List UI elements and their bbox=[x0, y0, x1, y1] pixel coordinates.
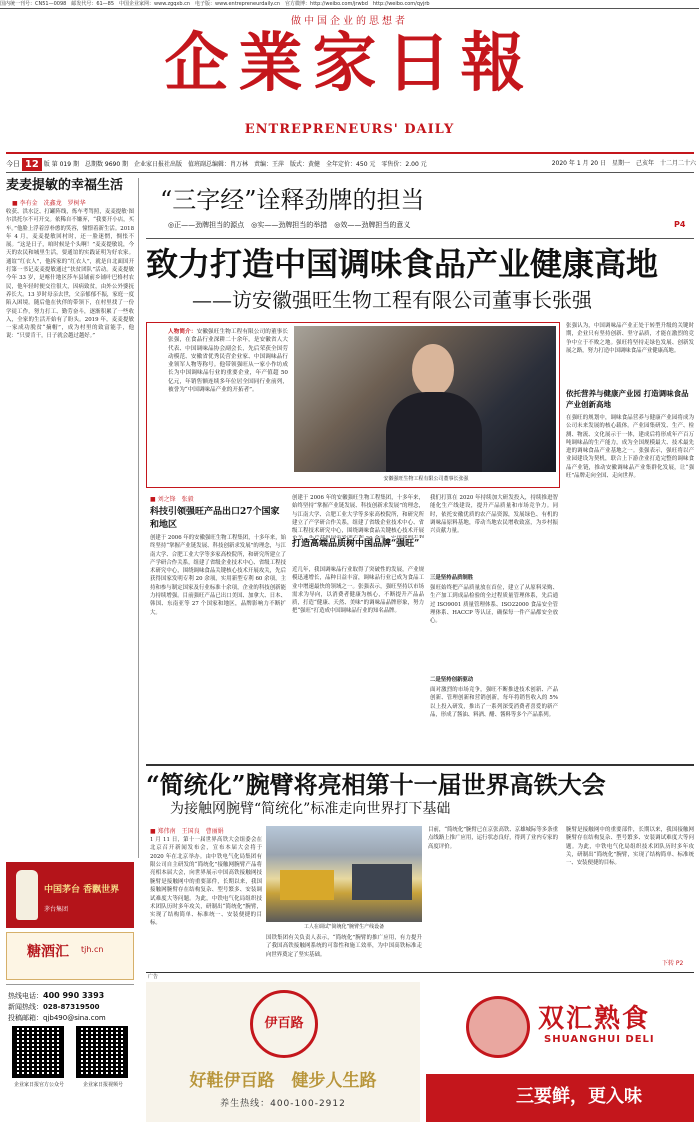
ad-divider bbox=[6, 984, 134, 985]
shuanghui-brand-en: SHUANGHUI DELI bbox=[544, 1034, 655, 1045]
tjh-ad[interactable] bbox=[6, 932, 134, 980]
yibailu-ad[interactable] bbox=[146, 982, 420, 1122]
section3-body: 强旺始终把产品质量放在首位，建立了从原料采购、生产加工到成品检验的全过程质量管理体系，先后通过 ISO9001 质量管理体系、ISO22000 食品安全管理体系、HACCP 等认证，确保每一件产品都安全放心。 bbox=[430, 585, 558, 625]
issue-date: 2020 年 1 月 20 日 星期一 己亥年 十二月二十六 bbox=[551, 160, 696, 167]
email-label: 投稿邮箱： bbox=[8, 1014, 43, 1022]
moutai-bottle-icon bbox=[16, 870, 38, 920]
left-byline: ■ 李有金 冼鑫龙 罗树华 bbox=[12, 200, 86, 207]
rail-body4: 目前，“简统化”腕臂已在京张高铁、京雄城际等多条重点线路上推广应用，运行状态良好，得到了业内专家的高度评价。 bbox=[428, 827, 558, 850]
hotline-phone[interactable]: 400 990 3393 bbox=[43, 991, 105, 1000]
masthead-title: 企業家日報 bbox=[164, 26, 535, 101]
col4-section-title: 依托营养与健康产业园 打造调味食品产业创新高地 bbox=[566, 389, 689, 409]
moutai-ad-text: 中国茅台 香飘世界 bbox=[44, 885, 120, 895]
left-body: 收获、洪水泛、打罐阵线，炼车考驾照，麦麦提敏·图尔洪托尔不可开交。依稀自不嫌弃，“我要开小店，买车。”他脸上浮着淳朴憨的笑容，憧憬着新生活。2018 年 4 月，麦麦提敏回村时，还一脸迷惘，惆怅不展。“这是日子，咱时候是个头啊！”麦麦提敏说，今天的农民和城里生活，要通谊的实践证明为好农家。通谊“红衣人”，他拆家的“红衣人”，就是自北面国开打第一书记麦麦提敏通过“扶贫团队”活动。麦麦提敏今年 33 岁，是喀什地区莎车县铺前乡铺叶巴格村农民，他年轻时便交往很大，因病致贫，由外公外婆抚养长大。13 岁时母亲去世，父亲郁郁不振，家庭一度陷入困境。随后他在伙伴的带领下，在村里找了一份学徒工作，努力打工、勤劳奋斗，逐渐积累了一些收入，全家的生活开始有了盼头。2019 年，麦麦提敏一家成功脱贫“摘帽”，成为村里的致富能手，他说：“只要肯干，日子就会越过越好。” bbox=[6, 209, 134, 340]
info-bar-rule bbox=[6, 172, 694, 173]
section1-title: 科技引领强旺产品出口27个国家和地区 bbox=[150, 507, 280, 530]
top-info-line: 国内统一刊号：CN51—0098 邮发代号：61—85 中国企业家网：www.zgqxb.cn 电子版：www.entrepreneurdaily.cn 官方微博：http://weibo.com/jrwbd http://weibo.com/qyjrb bbox=[0, 1, 430, 7]
submission-email[interactable]: qjb490@sina.com bbox=[43, 1014, 106, 1022]
lead-col2-body: 创建于 2006 年的安徽强旺生物工程集团，十多年来，始终坚持“掌握产业链发展、科技创新求发展”的理念，与江南大学、合肥工业大学等多家高校院所，和研究所建立了产学研合作关系，组建了省级企业技术中心、省级工程技术研究中心，围绕调味食品关键核心技术开展 bbox=[292, 495, 424, 535]
banner-page-ref[interactable]: P4 bbox=[674, 220, 686, 229]
moutai-ad-sub: 茅台集团 bbox=[44, 906, 69, 913]
section2-title: 打造高端品质树中国品牌“强旺” bbox=[292, 539, 420, 549]
shuanghui-brand: 双汇熟食 bbox=[538, 1004, 651, 1034]
rail-body2: 腕臂是接触网中的重要部件，长期以来，我国接触网腕臂存在结构复杂、型号繁多、安装调试难度大等问题。为此，中铁电气化局组织技术团队历时多年攻关，研制出“简统化”腕臂，实现了结构简单、标准统一、安装便捷的目标。 bbox=[150, 879, 262, 927]
section1-body: 创建于 2006 年的安徽强旺生物工程集团，十多年来，始终坚持“掌握产业链发展、科技创新求发展”的理念，与江南大学、合肥工业大学等多家高校院所，和研究所建立了产学研合作关系，组建了省级企业技术中心、省级工程技术研究中心，围绕调味食品关键核心技术开展攻关，先后获得国家发明专利 20 余项，实用新型专利 60 余项，主持和参与制定国家及行业标准十余项，企业的科技创新能力持续增强。目前强旺产品已出口美国、加拿大、日本、韩国、东南亚等 27 个国家和地区，品牌影响力不断扩大。 bbox=[150, 535, 286, 616]
qr-caption: 企业家日报官方公众号 bbox=[13, 1082, 64, 1088]
banner-headline: “三字经”诠释劲牌的担当 bbox=[160, 186, 425, 214]
rail-photo-machinery bbox=[280, 870, 334, 900]
executive-photo bbox=[294, 326, 556, 472]
section4-title: 二是坚持创新驱动 bbox=[430, 677, 474, 683]
masthead-english: ENTREPRENEURS' DAILY bbox=[244, 122, 455, 137]
news-hotline-label: 新闻热线： bbox=[8, 1003, 43, 1011]
qr-code-icon[interactable] bbox=[12, 1026, 64, 1078]
qr-code-icon[interactable] bbox=[76, 1026, 128, 1078]
hotline-label: 热线电话： bbox=[8, 992, 43, 1000]
lead-story-rule bbox=[146, 764, 694, 766]
issue-info-bar bbox=[6, 157, 696, 171]
banner-subline: ◎正——劲牌担当的源点 ◎实——劲牌担当的举措 ◎效——劲牌担当的意义 bbox=[168, 221, 411, 229]
left-headline: 麦麦提敏的幸福生活 bbox=[6, 178, 124, 193]
rail-story-rule bbox=[146, 972, 694, 973]
rail-headline: “简统化”腕臂将亮相第十一届世界高铁大会 bbox=[146, 770, 606, 799]
issue-details: 第 019 期 总期数 9690 期 企业家日报社出版 值班副总编辑：肖万林 责编：王萍 版式：黄健 全年定价：450 元 零售价：2.00 元 bbox=[51, 161, 427, 168]
rail-photo-caption: 工人在调试“简统化”腕臂生产线设备 bbox=[303, 924, 385, 930]
section4-body: 面对激烈的市场竞争，强旺不断推进技术创新、产品创新、管理创新和营销创新，每年将销售收入的 5% 以上投入研发，推出了一系列深受消费者喜爱的新产品，形成了酱油、料酒、醋、酱料等多个产品系列。 bbox=[430, 687, 558, 718]
hotline-block bbox=[8, 990, 136, 1024]
masthead-rule bbox=[6, 152, 694, 154]
lead-subhead: ——访安徽强旺生物工程有限公司董事长张强 bbox=[192, 288, 592, 312]
lead-col3-body: 我们打算在 2020 年持续加大研发投入，持续推进智能化生产线建设，提升产品质量和市场竞争力。同时，依托安徽优质的农产品资源，发展绿色、有机的调味品原料基地，带动当地农民增收致富，为乡村振兴贡献力量。 bbox=[430, 495, 558, 535]
photo-caption: 安徽强旺生物工程有限公司董事长张强 bbox=[383, 476, 469, 482]
masthead-slogan: 做中国企业的思想者 bbox=[291, 16, 408, 27]
section2-body: 近几年，我国调味品行业取得了突破性的发展，产业规模迅速增长，品种日益丰富，调味品行业已成为食品工业中增速最快的领域之一。张强表示，强旺坚持以市场需求为导向，以消费者健康为核心，不断提升产品品质，打造“健康、天然、美味”的调味品品牌形象，努力把“强旺”打造成中国调味品行业的知名品牌。 bbox=[292, 567, 424, 615]
rail-body3: 国铁集团有关负责人表示，“简统化”腕臂的推广应用，有力提升了我国高铁接触网系统的可靠性和施工效率，为中国高铁标准走向世界奠定了坚实基础。 bbox=[266, 935, 422, 958]
yibailu-slogan: 好鞋伊百路 健步人生路 bbox=[189, 1071, 377, 1091]
portrait-body bbox=[386, 392, 482, 472]
rail-body1: 1 月 11 日，第十一届世界高铁大会组委会在北京召开新闻发布会，宣布本届大会将于 2020 年在北京举办。由中铁电气化局集团有限公司自主研发的“简统化”接触网腕臂产品将亮相本届大会，向世界展示中国高铁接触网技 bbox=[150, 837, 262, 876]
lead-byline: ■ 刘之锋 张毅 bbox=[150, 496, 194, 503]
page-count-badge: 12 bbox=[22, 158, 42, 171]
shuanghui-slogan: 三要鲜，更入味 bbox=[516, 1086, 642, 1107]
section3-title: 三是坚持品质制胜 bbox=[430, 575, 474, 581]
profile-intro bbox=[168, 328, 288, 478]
pig-logo-icon bbox=[466, 996, 530, 1058]
lead-col4-body: 张强认为，中国调味品产业正处于转型升级的关键时期，企业只有坚持创新、坚守品质，才能在激烈的竞争中立于不败之地。强旺将坚持走绿色发展、创新发展之路，努力打造中国调味食品产业健康高地。 bbox=[566, 323, 694, 354]
rail-photo bbox=[266, 826, 422, 922]
rail-subhead: 为接触网腕臂“简统化”标准走向世界打下基础 bbox=[170, 801, 451, 817]
col4-section-body: 在强旺的规划中，调味食品营养与健康产业园将成为公司未来发展的核心载体。产业园集研发、生产、检测、物流、文化展示于一体，建成后将形成年产百万吨调味品的生产能力，成为全国规模最大、技术最先进的调味食品产业基地之一。张强表示，强旺将以产业园建设为契机，联合上下游企业打造完整的调味食品产业链，推动安徽调味品产业集群化发展，让“强旺”品牌走向全国、走向世界。 bbox=[566, 415, 694, 480]
moutai-ad[interactable] bbox=[6, 862, 134, 928]
top-divider bbox=[0, 8, 699, 9]
qr-caption: 企业家日报视频号 bbox=[82, 1082, 123, 1088]
news-hotline-phone[interactable]: 028-87319500 bbox=[43, 1003, 100, 1011]
rail-body5: 腕臂是接触网中的重要部件，长期以来，我国接触网腕臂存在结构复杂、型号繁多、安装调试难度大等问题。为此，中铁电气化局组织技术团队历时多年攻关，研制出“简统化”腕臂，实现了结构简单、标准统一、安装便捷的目标。 bbox=[566, 827, 694, 867]
profile-intro-text: 安徽强旺生物工程有限公司的董事长张强，在食品行业深耕二十余年，是安徽省人大代表、中国调味品协会副会长，先后荣获全国劳动模范、安徽省优秀民营企业家、中国调味品行业领军人物等称号。他带领强旺从一家小作坊成长为中国调味品行业的重要企业，年产值超 50 亿元，年销售额连续多年位居全国同行业前列，被誉为“中国调味品产业的开拓者”。 bbox=[168, 329, 288, 394]
yibailu-logo: 伊百路 bbox=[264, 1016, 304, 1031]
today-label: 今日 bbox=[6, 160, 20, 168]
lead-headline: 致力打造中国调味食品产业健康高地 bbox=[146, 245, 659, 283]
rail-page-ref[interactable]: 下转 P2 bbox=[662, 960, 684, 967]
banner-rule bbox=[146, 238, 694, 239]
tjh-ad-url: tjh.cn bbox=[81, 945, 104, 954]
portrait-head bbox=[412, 344, 454, 396]
yibailu-hotline[interactable]: 养生热线：400-100-2912 bbox=[220, 1099, 346, 1109]
tjh-ad-title: 糖酒汇 bbox=[27, 944, 69, 960]
profile-intro-label: 人物简介： bbox=[168, 329, 197, 335]
left-column-divider bbox=[138, 178, 139, 858]
shuanghui-ad[interactable] bbox=[426, 982, 694, 1122]
page-count-suffix: 版 bbox=[43, 161, 50, 168]
rail-byline: ■ 郑伟南 王国良 曹丽娟 bbox=[150, 828, 224, 835]
ad-label: 广告 bbox=[148, 974, 159, 980]
rail-photo-machinery bbox=[352, 864, 412, 900]
